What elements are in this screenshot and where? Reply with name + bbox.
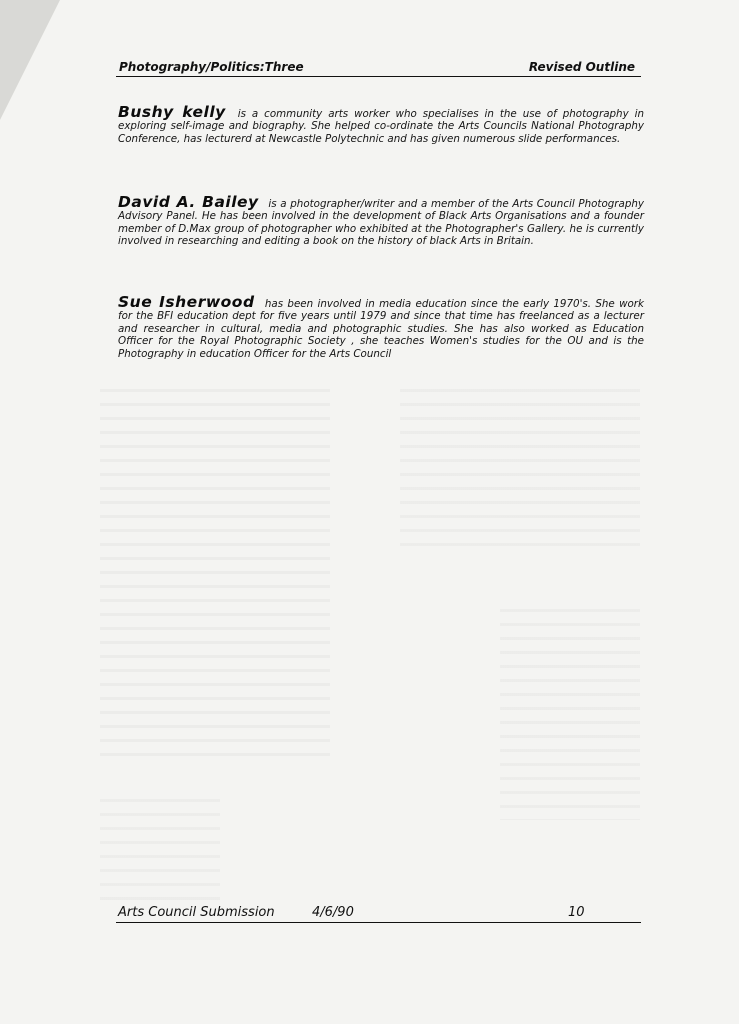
contributor-name: Sue Isherwood	[118, 293, 255, 311]
header-subtitle: Revised Outline	[528, 60, 635, 74]
contributor-description: is a community arts worker who specialises in the use of photography in exploring self-image and biography. She helped co-ordinate the Arts Councils National Photography Conference, has lecturerd at Newcastle Polytechnic and has given numerous slide performances.	[118, 108, 645, 145]
contributor-name: Bushy kelly	[118, 103, 226, 121]
page-number: 10	[568, 905, 585, 920]
contributor-description: is a photographer/writer and a member of the Arts Council Photography Advisory Panel. He has been involved in the development of Black Arts Organisations and a founder member of D.Max group of photographer who exhibited at the Photographer's Gallery. he is currently involved in researching and editing a book on the history of black Arts in Britain.	[118, 198, 645, 248]
page-header	[116, 60, 641, 77]
contributor-bio	[118, 193, 645, 248]
folded-corner	[0, 0, 60, 120]
page-footer	[116, 904, 641, 923]
show-through-text-bottom	[100, 790, 220, 900]
header-title: Photography/Politics:Three	[119, 60, 304, 74]
footer-date: 4/6/90	[312, 905, 354, 920]
contributor-bio	[118, 293, 644, 360]
contributor-description: has been involved in media education since the early 1970's. She work for the BFI education dept for five years until 1979 and since that time has freelanced as a lecturer and researcher in cultural, media and photographic studies. She has also worked as Education Officer for the Royal Photographic Society , she teaches Women's studies for the OU and is the Photography in education Officer for the Arts Council	[118, 298, 644, 360]
footer-submission: Arts Council Submission	[118, 905, 275, 920]
show-through-text-right	[400, 380, 640, 550]
show-through-text-right-2	[500, 600, 640, 820]
contributor-name: David A. Bailey	[118, 193, 259, 211]
show-through-text	[100, 380, 330, 760]
contributor-bio	[118, 103, 645, 145]
